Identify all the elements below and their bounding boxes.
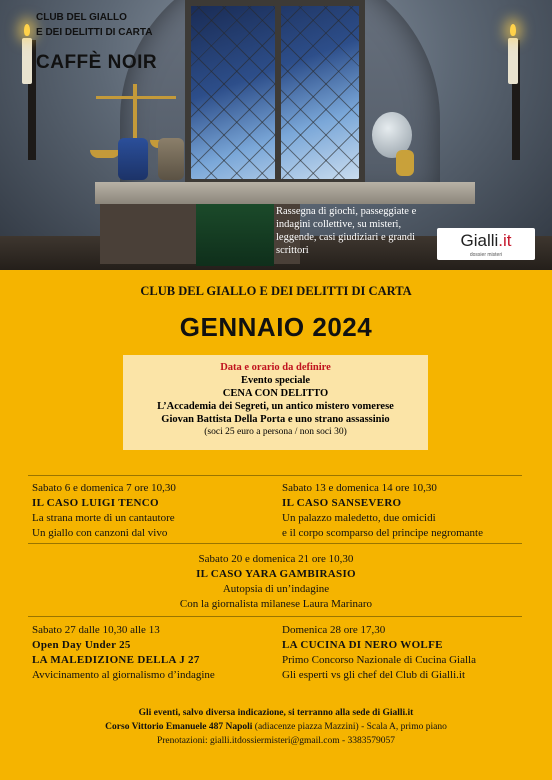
event-date: Sabato 6 e domenica 7 ore 10,30 <box>32 482 176 494</box>
event-date: Sabato 20 e domenica 21 ore 10,30 <box>198 553 354 565</box>
footer-address-rest: (adiacenze piazza Mazzini) - Scala A, primo piano <box>252 722 447 732</box>
footer-venue: Gli eventi, salvo diversa indicazione, si terranno alla sede di Gialli.it <box>138 708 414 718</box>
rassegna-description: Rassegna di giochi, passeggiate e indagini collettive, su misteri, leggende, casi giudiziari e grandi scrittori <box>276 206 417 256</box>
event-title: IL CASO YARA GAMBIRASIO <box>196 568 356 580</box>
stone-ledge <box>95 182 475 204</box>
divider <box>28 475 522 476</box>
scale-pan-left <box>90 150 120 158</box>
blue-jar-icon <box>118 138 148 180</box>
special-title: CENA CON DELITTO <box>222 388 329 399</box>
event-date: Sabato 27 dalle 10,30 alle 13 <box>32 624 160 636</box>
club-logo-text <box>36 10 152 40</box>
special-line1: L’Accademia dei Segreti, un antico mistero vomerese <box>157 401 394 412</box>
footer-address <box>0 720 552 734</box>
special-event-box <box>123 355 428 450</box>
event-line: Con la giornalista milanese Laura Marinaro <box>179 598 373 610</box>
divider <box>28 616 522 617</box>
club-logo-line1: CLUB DEL GIALLO <box>36 12 127 23</box>
event-title: LA MALEDIZIONE DELLA J 27 <box>32 654 200 666</box>
logo-subtitle: dossier misteri <box>469 252 503 258</box>
event-title: LA CUCINA DI NERO WOLFE <box>282 639 443 651</box>
event-line: e il corpo scomparso del principe negromante <box>282 527 483 539</box>
event-date: Domenica 28 ore 17,30 <box>282 624 386 636</box>
special-line2: Giovan Battista Della Porta e uno strano assassinio <box>161 414 390 425</box>
event-title: IL CASO SANSEVERO <box>282 497 402 509</box>
event-sansevero <box>282 481 532 541</box>
event-line: Avvicinamento al giornalismo d’indagine <box>32 669 215 681</box>
lamp-icon <box>396 150 414 176</box>
logo-dot-it: .it <box>498 231 512 250</box>
club-title: CLUB DEL GIALLO E DEI DELITTI DI CARTA <box>140 284 412 298</box>
event-title: IL CASO LUIGI TENCO <box>32 497 159 509</box>
special-date: Data e orario da definire <box>220 362 331 373</box>
event-line: Gli esperti vs gli chef del Club di Gialli.it <box>282 669 465 681</box>
footer <box>0 706 552 748</box>
month-title: GENNAIO 2024 <box>179 312 373 342</box>
left-candle-icon <box>22 38 32 84</box>
green-cloth <box>196 204 274 266</box>
special-type: Evento speciale <box>240 375 311 386</box>
logo-word: Gialli <box>460 231 499 250</box>
event-date: Sabato 13 e domenica 14 ore 10,30 <box>282 482 437 494</box>
scale-icon <box>96 96 176 99</box>
event-line: Un giallo con canzoni dal vivo <box>32 527 168 539</box>
event-line: Primo Concorso Nazionale di Cucina Gialla <box>282 654 476 666</box>
event-nero-wolfe <box>282 623 532 683</box>
event-open-day <box>32 623 272 683</box>
event-line: La strana morte di un cantautore <box>32 512 175 524</box>
footer-address-bold: Corso Vittorio Emanuele 487 Napoli <box>105 722 253 732</box>
club-logo-line2: E DEI DELITTI DI CARTA <box>36 27 153 38</box>
divider <box>28 543 522 544</box>
event-gambirasio <box>0 552 552 612</box>
footer-booking: Prenotazioni: gialli.itdossiermisteri@gmail.com - 3383579057 <box>156 736 396 746</box>
special-price: (soci 25 euro a persona / non soci 30) <box>204 427 347 437</box>
gialli-logo <box>437 228 535 260</box>
banner-illustration <box>0 0 552 270</box>
right-candle-icon <box>508 38 518 84</box>
event-line: Un palazzo maledetto, due omicidi <box>282 512 436 524</box>
cafe-noir-title: CAFFÈ NOIR <box>36 52 158 73</box>
event-title: Open Day Under 25 <box>32 639 131 651</box>
event-line: Autopsia di un’indagine <box>222 583 330 595</box>
window <box>185 0 365 185</box>
event-tenco <box>32 481 272 541</box>
brown-jar-icon <box>158 138 184 180</box>
